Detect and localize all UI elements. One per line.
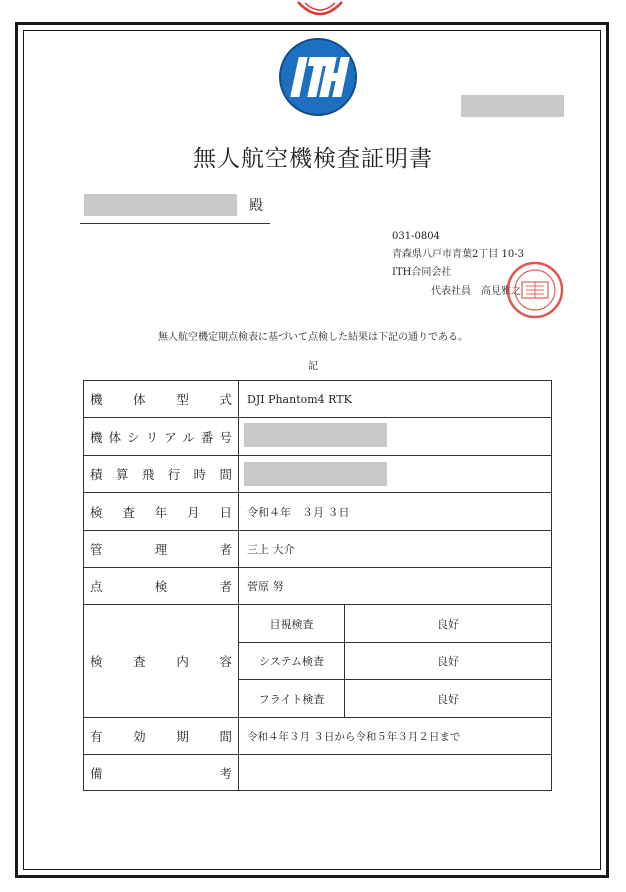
- top-seal-partial: [295, 0, 345, 22]
- table-row: [84, 381, 551, 418]
- inspection-date-value: 令和４年 ３月 ３日: [247, 505, 350, 519]
- row-label: [84, 605, 239, 717]
- row-label-text: 機体シリアル番号: [90, 429, 232, 445]
- row-label: [84, 456, 239, 492]
- row-label-text: 点検者: [90, 579, 232, 594]
- addressee-honorific: 殿: [249, 198, 263, 214]
- issuer-postal: 031-0804: [392, 231, 440, 242]
- inspection-item-name: フライト検査: [239, 680, 345, 717]
- row-label: [84, 568, 239, 604]
- inspection-table: [83, 380, 552, 791]
- row-label: [84, 381, 239, 417]
- model-value: DJI Phantom4 RTK: [247, 392, 352, 406]
- company-seal-icon: [505, 260, 565, 320]
- row-label-text: 有効期間: [90, 729, 232, 744]
- table-row: [84, 456, 551, 493]
- row-label-text: 備考: [90, 765, 232, 781]
- table-row: [84, 755, 551, 790]
- row-label: [84, 718, 239, 754]
- validity-value: 令和４年３月 ３日から令和５年３月２日まで: [247, 730, 461, 743]
- issuer-company: ITH合同会社: [392, 267, 452, 278]
- addressee-underline: [80, 223, 270, 224]
- table-row: [84, 493, 551, 531]
- redacted-flight-time: [244, 462, 387, 486]
- row-label: [84, 493, 239, 530]
- inspection-item-result: 良好: [437, 617, 459, 631]
- ith-logo-icon: [278, 37, 358, 117]
- inspector-value: 菅原 努: [247, 580, 284, 593]
- issuer-address: 青森県八戸市青葉2丁目 10-3: [392, 249, 525, 260]
- row-label-text: 積算飛行時間: [90, 467, 232, 482]
- manager-value: 三上 大介: [247, 543, 295, 556]
- inspection-item: [239, 605, 551, 643]
- inspection-item: [239, 643, 551, 680]
- row-label: [84, 418, 239, 455]
- redacted-serial-number: [244, 423, 387, 447]
- inspection-item-result: 良好: [437, 655, 459, 668]
- table-row: [84, 718, 551, 755]
- inspection-item: [239, 680, 551, 717]
- row-label: [84, 755, 239, 790]
- inspection-item-name: 目視検査: [239, 605, 345, 642]
- issuer-representative: 代表社員 高見雅之: [431, 286, 521, 297]
- row-label-text: 管理者: [90, 542, 232, 557]
- row-label-text: 検査年月日: [90, 504, 232, 520]
- row-label: [84, 531, 239, 567]
- row-label-text: 検査内容: [90, 654, 232, 669]
- table-row: [84, 568, 551, 605]
- redacted-addressee: [84, 194, 237, 216]
- inspection-item-result: 良好: [437, 692, 459, 706]
- ki-mark: 記: [308, 361, 318, 372]
- inspection-content-row: [84, 605, 551, 718]
- table-row: [84, 531, 551, 568]
- redacted-cert-number: [461, 95, 564, 117]
- row-label-text: 機体型式: [90, 392, 232, 407]
- table-row: [84, 418, 551, 456]
- statement-text: 無人航空機定期点検表に基づいて点検した結果は下記の通りである。: [158, 332, 468, 343]
- document-title: 無人航空機検査証明書: [193, 146, 433, 172]
- inspection-item-name: システム検査: [239, 643, 345, 679]
